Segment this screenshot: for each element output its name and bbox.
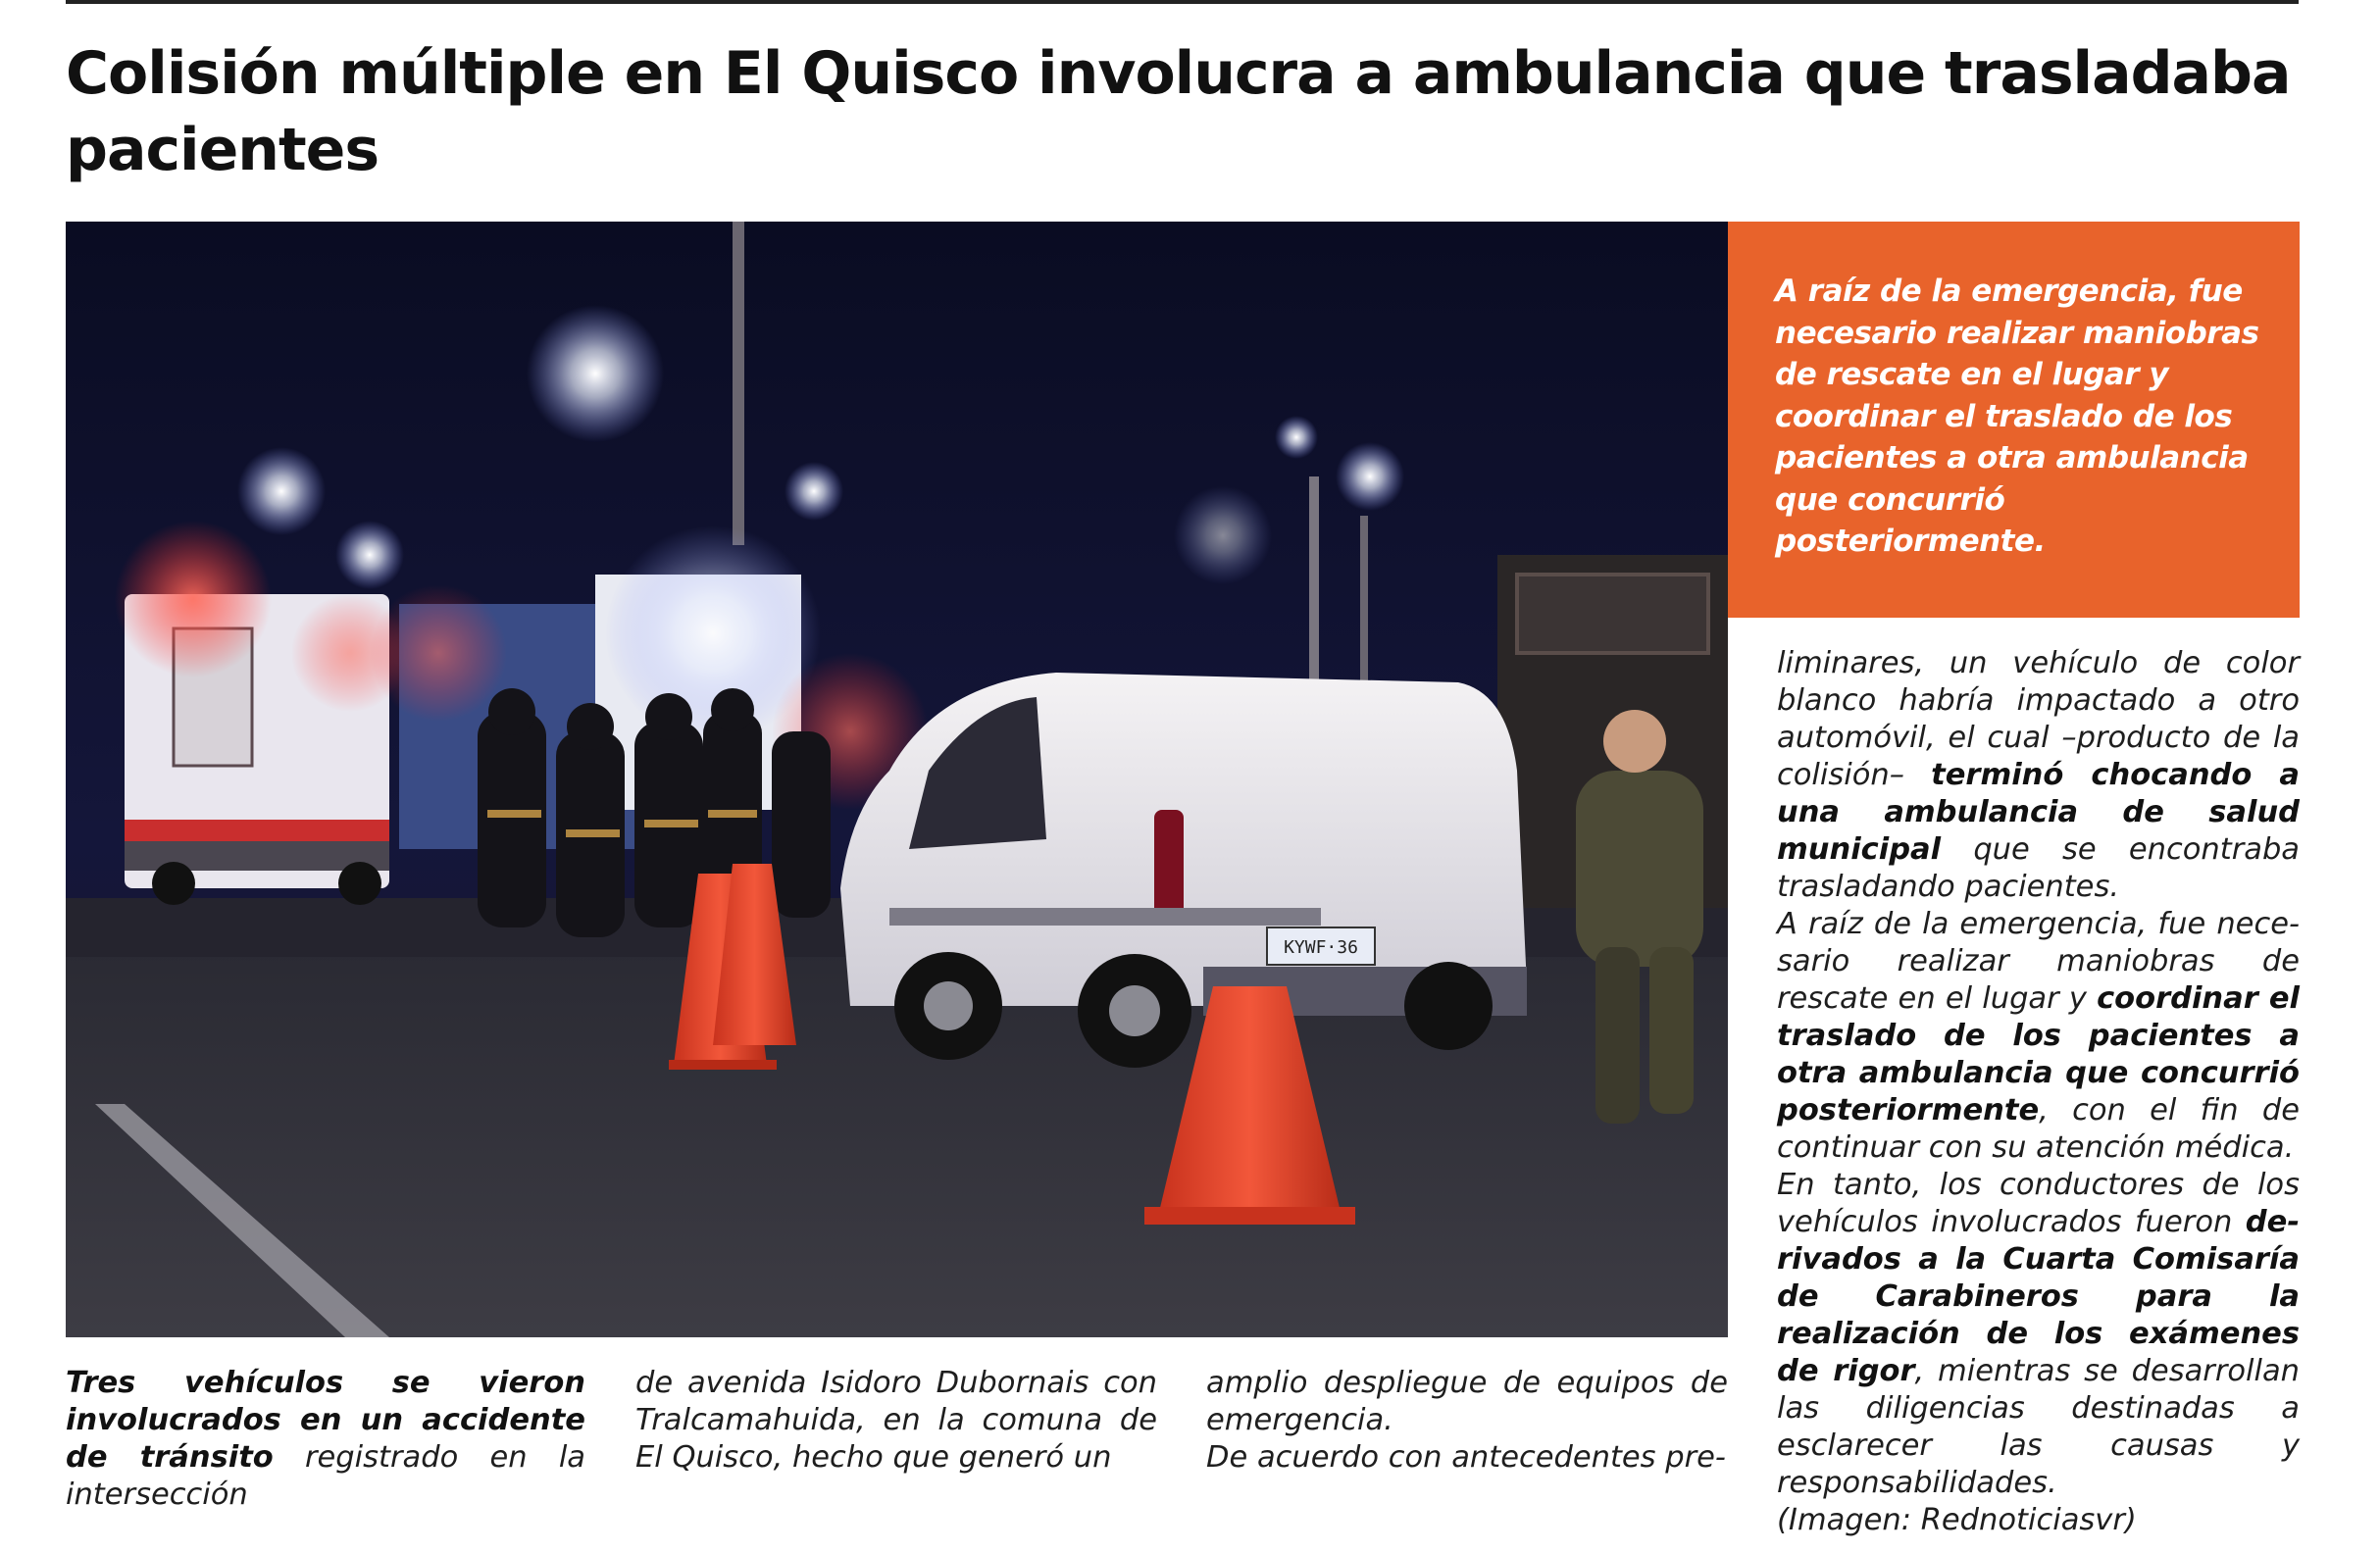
top-rule	[66, 0, 2299, 4]
lead-bold: Tres vehículos se vieron involucrados en un accidente de tránsito	[66, 1366, 585, 1475]
paragraph-1-cont: de avenida Isidoro Dubornais con Tralcamahuida, en la comuna de El Quisco, hecho que generó un	[635, 1366, 1157, 1475]
lead-rest: registrado en la intersección	[66, 1440, 585, 1512]
accident-photo	[66, 222, 1728, 1337]
paragraph-3-bold: coordinar el traslado de los pacientes a otra ambulancia que concurrió posteriormente	[1777, 981, 2300, 1127]
license-plate: KYWF·36	[1284, 937, 1358, 958]
paragraph-4-bold: derivados a la Cuarta Comisaría de Carabineros para la realización de los exámenes de rigor	[1777, 1205, 2300, 1388]
paragraph-3-end: , con el fin de continuar con su atención médica.	[1777, 1093, 2300, 1165]
image-credit: (Imagen: Rednoticiasvr)	[1777, 1503, 2137, 1537]
body-column-2	[635, 1365, 1157, 1477]
pull-quote-text: A raíz de la emergencia, fue necesario realizar maniobras de rescate en el lugar y coordinar el traslado de los pacientes a otra ambulancia que concurrió posteriormente.	[1775, 274, 2259, 559]
paragraph-2-bold: terminó chocando a una ambulancia de salud municipal	[1777, 758, 2300, 867]
paragraph-2-cont: liminares, un vehículo de color blanco habría impactado a otro automóvil, el cual –producto de la colisión–	[1777, 646, 2300, 792]
paragraph-4-end: , mientras se desarrollan las diligencias destinadas a esclarecer las causas y responsabilidades.	[1777, 1354, 2300, 1500]
pull-quote	[1728, 222, 2300, 618]
headline: Colisión múltiple en El Quisco involucra a ambulancia que trasladaba pacientes	[66, 39, 2291, 184]
paragraph-3-start: A raíz de la emergencia, fue necesario realizar maniobras de rescate en el lugar y	[1777, 907, 2300, 1016]
paragraph-4-start: En tanto, los conductores de los vehículos involucrados fueron	[1777, 1168, 2300, 1239]
paragraph-2-start: De acuerdo con antecedentes pre-	[1206, 1440, 1726, 1475]
body-column-3	[1206, 1365, 1728, 1477]
body-column-1	[66, 1365, 585, 1514]
body-column-4	[1777, 645, 2300, 1539]
paragraph-1-end: amplio despliegue de equipos de emergencia.	[1206, 1366, 1728, 1437]
paragraph-2-end: que se encontraba trasladando pacientes.	[1777, 832, 2300, 904]
